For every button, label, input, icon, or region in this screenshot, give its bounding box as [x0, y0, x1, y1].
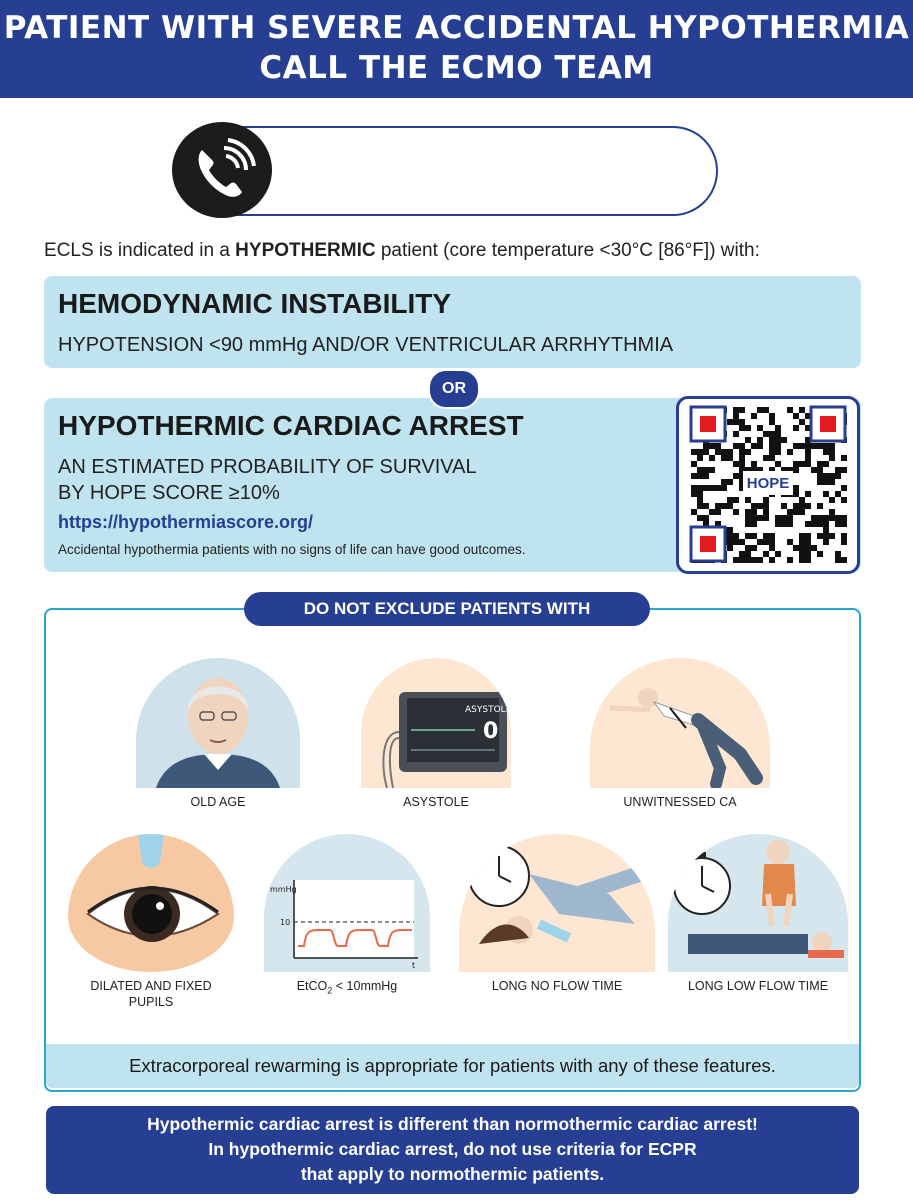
phone-number-field [218, 126, 718, 216]
header-title-line2: CALL THE ECMO TEAM [259, 50, 654, 86]
or-badge: OR [428, 369, 480, 409]
bottom-line1: Hypothermic cardiac arrest is different than normothermic cardiac arrest! [147, 1114, 758, 1134]
arrest-line1: AN ESTIMATED PROBABILITY OF SURVIVAL [58, 456, 477, 478]
stopwatch-icon [459, 834, 655, 972]
etco2-prefix: EtCO [296, 979, 328, 993]
arrest-line2: BY HOPE SCORE ≥10% [58, 482, 280, 504]
capno-x-axis: t [412, 961, 416, 970]
caption-unwitnessed-ca: UNWITNESSED CA [623, 795, 737, 809]
exclusions-banner: DO NOT EXCLUDE PATIENTS WITH [244, 592, 650, 626]
phone-icon [172, 122, 272, 218]
caption-old-age: OLD AGE [190, 795, 246, 809]
intro-text [44, 240, 760, 262]
caption-low-flow: LONG LOW FLOW TIME [687, 979, 829, 993]
monitor-icon [361, 658, 511, 788]
figure-no-flow [452, 834, 662, 994]
arrest-note: Accidental hypothermia patients with no signs of life can have good outcomes. [58, 542, 526, 557]
collapsed-person-icon [590, 658, 770, 788]
monitor-value-text: 0 [483, 719, 499, 744]
arrest-title: HYPOTHERMIC CARDIAC ARREST [58, 410, 524, 441]
exclusions-footer-text: Extracorporeal rewarming is appropriate for patients with any of these features. [129, 1055, 776, 1076]
figure-old-age [134, 658, 302, 810]
caption-asystole: ASYSTOLE [403, 795, 469, 809]
header-banner [0, 0, 913, 98]
exclusions-footer [46, 1044, 859, 1088]
eye-icon [68, 834, 234, 972]
qr-code[interactable] [676, 396, 860, 574]
etco2-sub: 2 [327, 985, 333, 996]
caption-etco2 [262, 978, 432, 999]
monitor-label-text: ASYSTOLE [465, 705, 511, 715]
capno-y-tick: 10 [280, 918, 291, 927]
etco2-suffix: < 10mmHg [332, 979, 398, 993]
bottom-line3: that apply to normothermic patients. [300, 1164, 605, 1184]
figure-low-flow [658, 834, 858, 994]
intro-suffix: patient (core temperature <30°C [86°F]) with: [375, 240, 760, 261]
caption-no-flow: LONG NO FLOW TIME [491, 979, 623, 993]
intro-prefix: ECLS is indicated in a [44, 240, 236, 261]
hope-logo-text: HOPE [746, 475, 790, 492]
capnography-icon [264, 834, 430, 972]
figure-asystole [354, 658, 518, 810]
header-title-line1: PATIENT WITH SEVERE ACCIDENTAL HYPOTHERMIA [3, 10, 910, 46]
intro-emphasis: HYPOTHERMIC [235, 240, 376, 261]
bottom-warning-banner [46, 1106, 859, 1194]
hope-score-link[interactable]: https://hypothermiascore.org/ [58, 512, 314, 532]
bottom-line2: In hypothermic cardiac arrest, do not use criteria for ECPR [208, 1139, 697, 1159]
hemodynamic-instability-box [44, 276, 861, 368]
caption-dilated-line1: DILATED AND FIXED [90, 979, 212, 993]
figure-dilated-pupils [66, 834, 236, 1010]
hemodynamic-title: HEMODYNAMIC INSTABILITY [58, 288, 452, 319]
hemodynamic-subtitle: HYPOTENSION <90 mmHg AND/OR VENTRICULAR ARRHYTHMIA [58, 334, 674, 356]
figure-unwitnessed-ca [560, 658, 800, 810]
capno-y-axis: mmHg [270, 885, 297, 894]
elderly-person-icon [136, 658, 300, 788]
figure-etco2 [262, 834, 432, 999]
caption-dilated-pupils [66, 978, 236, 1010]
cpr-icon [668, 834, 848, 972]
caption-dilated-line2: PUPILS [128, 995, 174, 1009]
